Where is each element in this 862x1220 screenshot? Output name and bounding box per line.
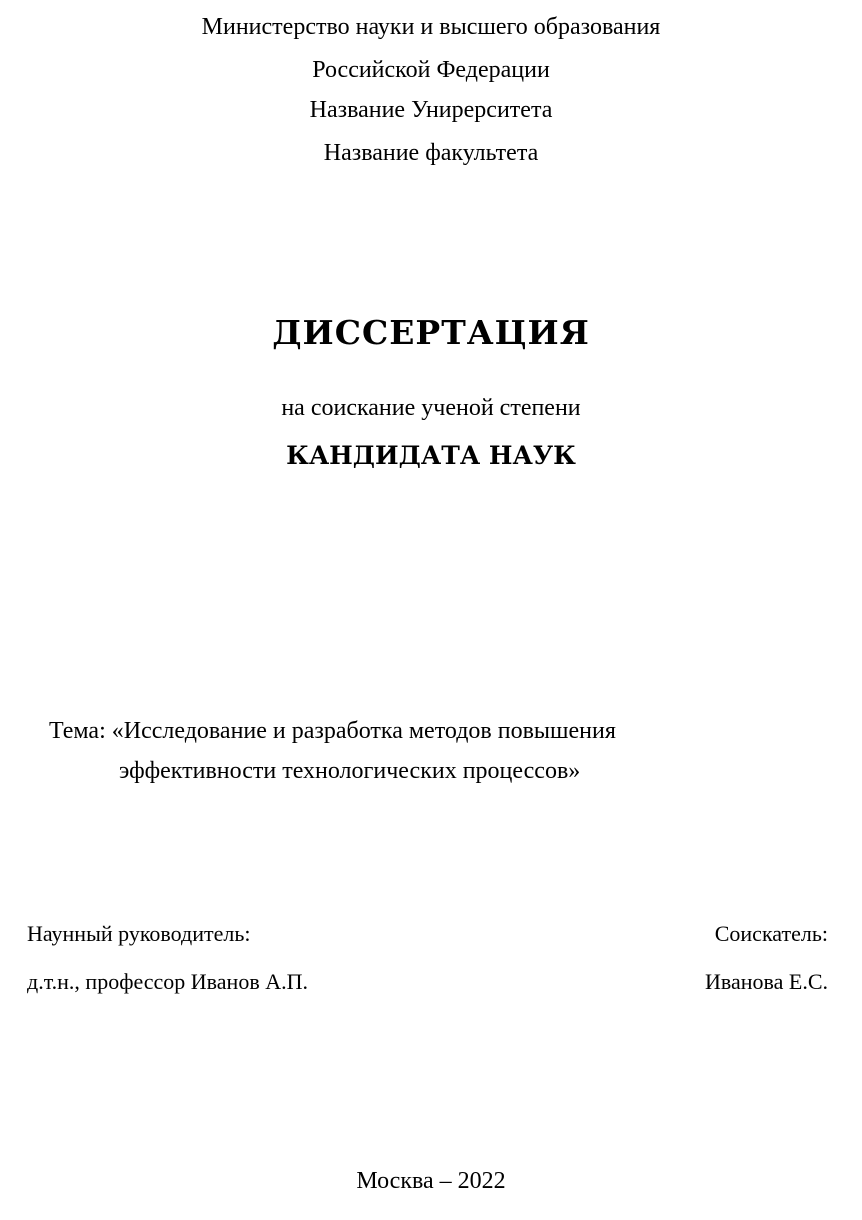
university-name: Название Унирерситета [309,97,553,123]
document-title: ДИССЕРТАЦИЯ [272,313,590,352]
degree-subtitle: на соискание ученой степени [281,395,581,421]
degree-name: КАНДИДАТА НАУК [286,441,576,470]
topic-line-1: Тема: «Исследование и разработка методов повышения [49,718,616,744]
applicant-name: Иванова Е.С. [705,969,828,994]
city-year: Москва – 2022 [356,1168,506,1194]
topic-line-2: эффективности технологических процессов» [119,758,581,784]
ministry-line-2: Российской Федерации [312,57,550,83]
ministry-line-1: Министерство науки и высшего образования [201,14,661,40]
supervisor-label: Наунный руководитель: [27,921,251,946]
applicant-label: Соискатель: [714,921,828,946]
supervisor-name: д.т.н., профессор Иванов А.П. [27,969,308,994]
faculty-name: Название факультета [323,140,539,166]
